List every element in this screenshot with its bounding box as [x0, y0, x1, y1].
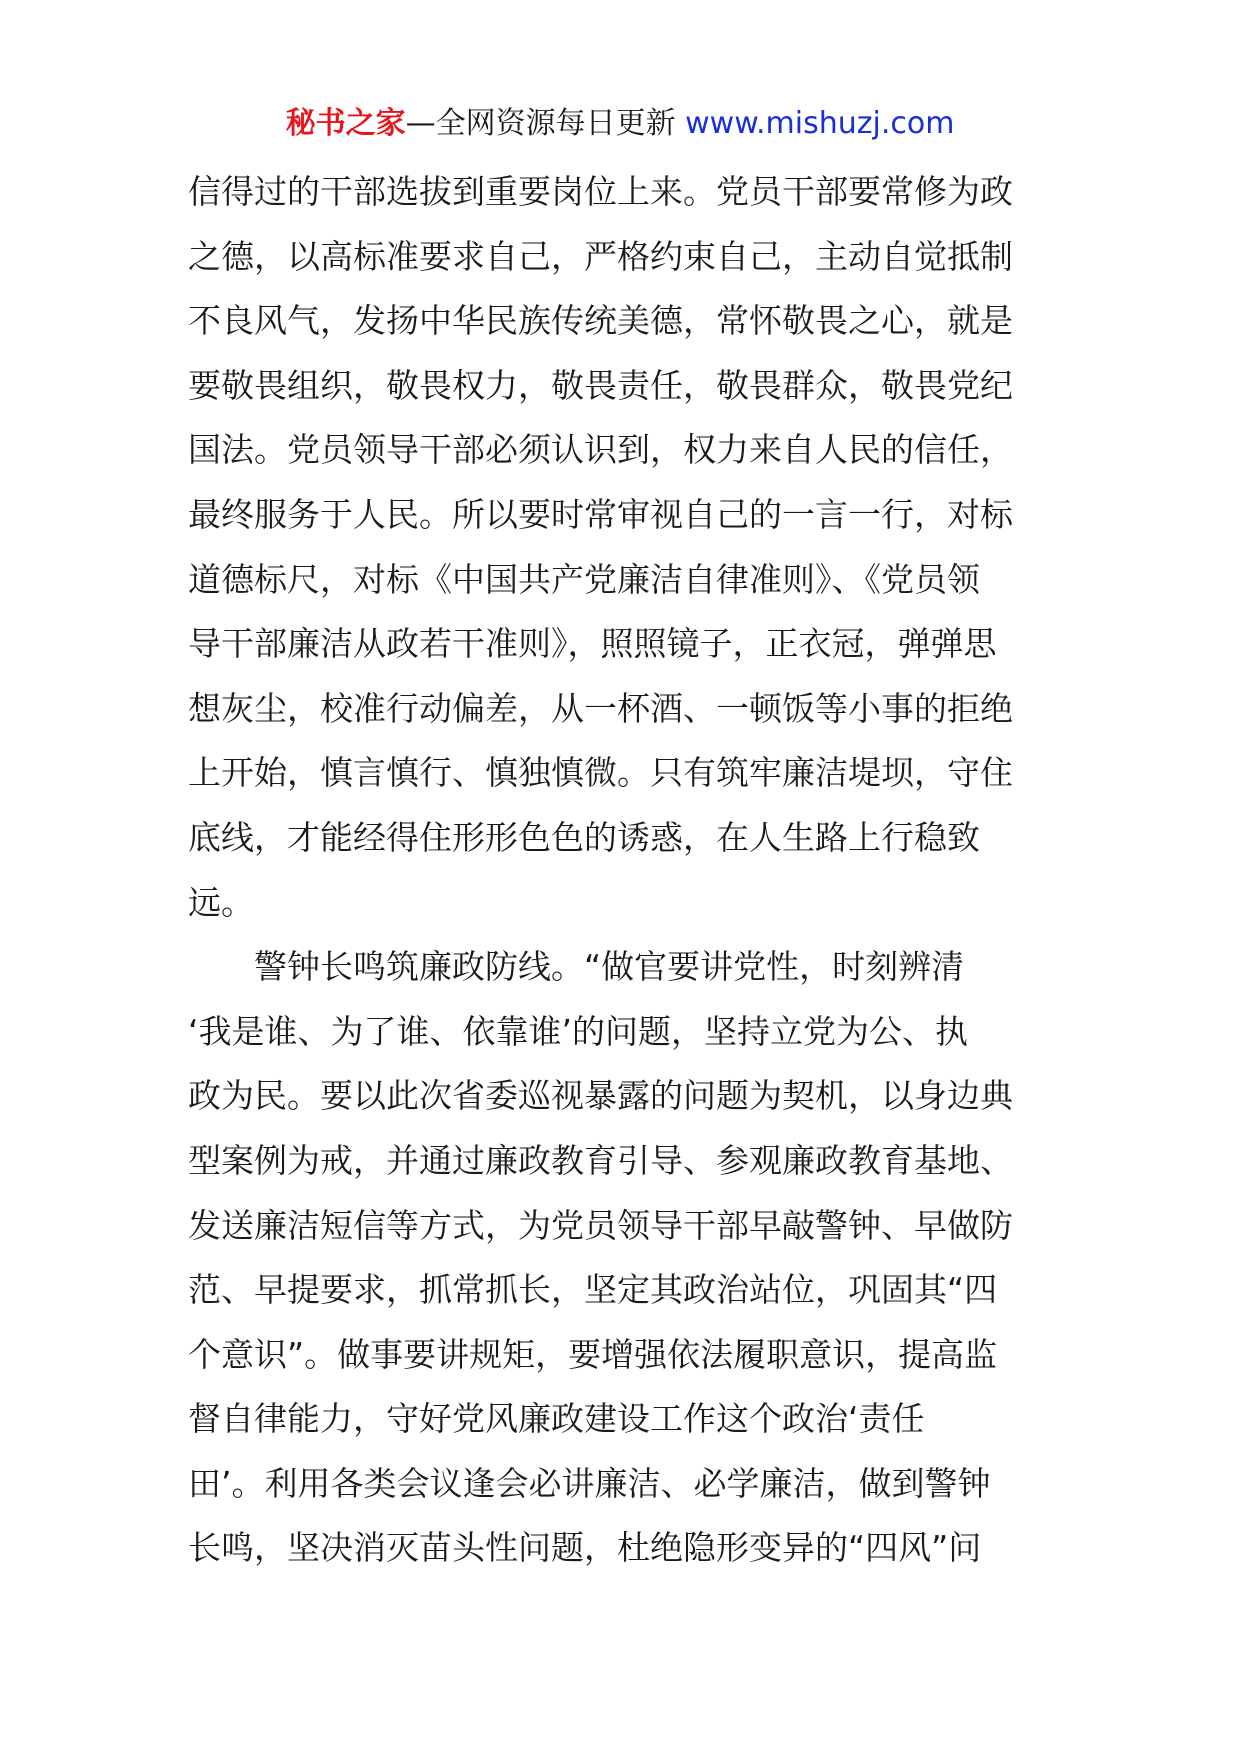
text-line: 范、早提要求，抓常抓长，坚定其政治站位，巩固其“四 [188, 1270, 998, 1310]
brand-name: 秘书之家 [285, 106, 406, 141]
text-line: 个意识”。做事要讲规矩，要增强依法履职意识，提高监 [188, 1334, 998, 1374]
text-line: 底线，才能经得住形形色色的诱惑，在人生路上行稳致 [188, 817, 980, 857]
text-line: 远。 [188, 882, 254, 922]
text-line: 田’。利用各类会议逢会必讲廉洁、必学廉洁，做到警钟 [188, 1463, 991, 1503]
site-url[interactable]: www.mishuzj.com [685, 106, 955, 141]
text-line: 导干部廉洁从政若干准则》，照照镜子，正衣冠，弹弹思 [188, 624, 997, 664]
text-line: 长鸣，坚决消灭苗头性问题，杜绝隐形变异的“四风”问 [188, 1528, 982, 1568]
document-body [188, 160, 1058, 1581]
text-line: 上开始，慎言慎行、慎独慎微。只有筑牢廉洁堤坝，守住 [188, 753, 1013, 793]
site-header [0, 102, 1240, 146]
text-line: ‘我是谁、为了谁、依靠谁’的问题，坚持立党为公、执 [188, 1011, 968, 1051]
text-line: 政为民。要以此次省委巡视暴露的问题为契机，以身边典 [188, 1076, 1013, 1116]
text-line: 发送廉洁短信等方式，为党员领导干部早敲警钟、早做防 [188, 1205, 1013, 1245]
text-line: 最终服务于人民。所以要时常审视自己的一言一行，对标 [188, 494, 1013, 534]
header-tagline: —全网资源每日更新 [405, 106, 686, 141]
text-line: 国法。党员领导干部必须认识到，权力来自人民的信任， [188, 430, 1013, 470]
text-line: 道德标尺，对标《中国共产党廉洁自律准则》、《党员领 [188, 559, 980, 599]
text-line: 不良风气，发扬中华民族传统美德，常怀敬畏之心，就是 [188, 301, 1013, 341]
text-line: 想灰尘，校准行动偏差，从一杯酒、一顿饭等小事的拒绝 [188, 688, 1013, 728]
text-line: 信得过的干部选拔到重要岗位上来。党员干部要常修为政 [188, 172, 1013, 211]
text-line: 之德，以高标准要求自己，严格约束自己，主动自觉抵制 [188, 236, 1013, 276]
text-line: 警钟长鸣筑廉政防线。“做官要讲党性，时刻辨清 [188, 947, 965, 987]
text-line: 督自律能力，守好党风廉政建设工作这个政治‘责任 [188, 1399, 925, 1439]
text-line: 要敬畏组织，敬畏权力，敬畏责任，敬畏群众，敬畏党纪 [188, 365, 1013, 405]
text-line: 型案例为戒，并通过廉政教育引导、参观廉政教育基地、 [188, 1140, 1013, 1180]
